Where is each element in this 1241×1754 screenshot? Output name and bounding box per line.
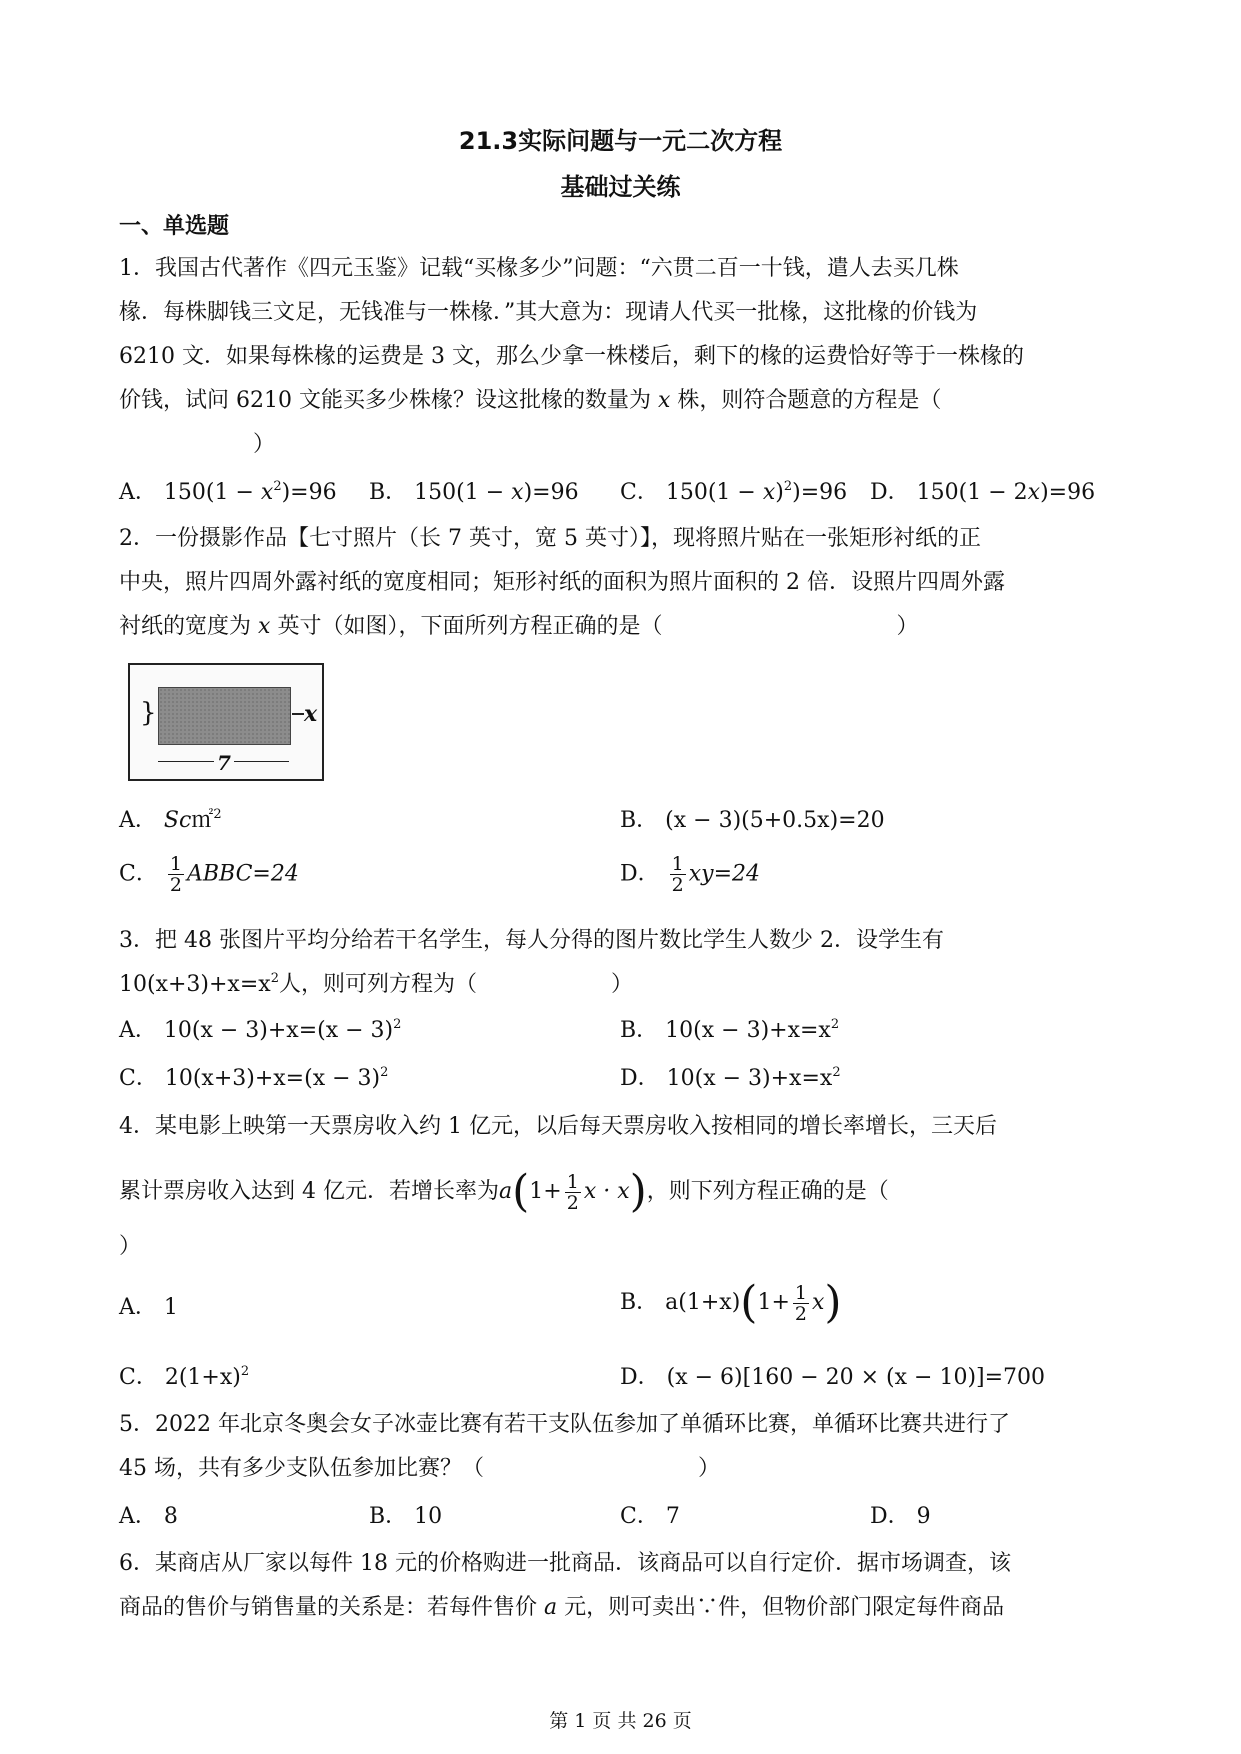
q3-line-2-text: 人，则可列方程为（ <box>278 972 477 997</box>
option-var: x <box>1027 480 1041 505</box>
option-expr: xy=24 <box>688 861 760 887</box>
q1-line-2: 椽．每株脚钱三文足，无钱准与一株椽．”其大意为：现请人代买一批椽，这批椽的价钱为 <box>119 300 978 325</box>
option-label: B． <box>369 480 408 505</box>
q1-line-1: 1．我国古代著作《四元玉鉴》记载“买椽多少”问题：“六贯二百一十钱，遣人去买几株 <box>119 256 959 281</box>
q4-variable-a: a <box>499 1179 513 1204</box>
page-footer: 第 1 页 共 26 页 <box>549 1710 692 1732</box>
option-expr-1: 1+ <box>757 1290 790 1315</box>
option-sup: 2 <box>273 479 282 494</box>
option-expr: a(1+x) <box>665 1290 741 1315</box>
fraction-denominator: 2 <box>794 1302 807 1325</box>
q2-variable: x <box>258 614 271 639</box>
option-label: C． <box>119 1066 158 1091</box>
option-sup: 2 <box>380 1065 389 1080</box>
option-expr: 2(1+x) <box>164 1365 241 1390</box>
option-expr: ABBC=24 <box>186 861 299 887</box>
q3-line-1: 3．把 48 张图片平均分给若干名学生，每人分得的图片数比学生人数少 2．设学生有 <box>119 928 944 953</box>
q1-option-c[interactable]: C． $150(1 - x)^2)=96$ <box>620 479 848 505</box>
q4-option-b[interactable] <box>620 1277 842 1328</box>
paren-open: ( <box>512 1166 530 1217</box>
photo-rectangle <box>158 687 291 745</box>
option-label: D． <box>620 861 660 887</box>
option-var: x <box>762 480 776 505</box>
q5-close-paren: ） <box>698 1456 721 1481</box>
option-label: D． <box>870 480 910 505</box>
fraction <box>670 854 686 895</box>
option-expr: 10(x − 3)+x=x <box>665 1018 831 1043</box>
option-unit: ㎡ <box>191 808 214 833</box>
option-label: B． <box>620 808 659 833</box>
q6-line-2-text-end: 元，则可卖出∵件，但物价部门限定每件商品 <box>564 1595 1005 1620</box>
option-expr-2: x <box>812 1290 825 1315</box>
q1-option-a[interactable] <box>119 478 337 508</box>
q3-equation: 10(x+3)+x=x <box>119 972 271 997</box>
option-label: C． <box>620 1504 659 1529</box>
option-label: A． <box>119 1295 157 1320</box>
option-label: C． <box>620 480 659 505</box>
q4-expr-2: x · x <box>583 1179 630 1204</box>
option-expr: 10(x − 3)+x=(x − 3) <box>163 1018 394 1043</box>
q6-line-1: 6．某商店从厂家以每件 18 元的价格购进一批商品．该商品可以自行定价．据市场调查，该 <box>119 1551 1011 1576</box>
document-title: 21.3实际问题与一元二次方程 <box>458 127 783 155</box>
fraction-numerator: 1 <box>671 853 684 875</box>
figure-label-7: 7 <box>214 751 234 775</box>
option-expr-end: )=96 <box>1040 480 1096 505</box>
q3-equation-sup: 2 <box>270 971 279 986</box>
photo-mat-figure <box>128 663 324 781</box>
option-label: A． <box>119 1504 157 1529</box>
fraction <box>565 1172 581 1213</box>
document-subtitle: 基础过关练 <box>560 173 681 201</box>
q2-option-c[interactable] <box>119 854 299 895</box>
q1-line-4 <box>119 386 941 416</box>
q1-line-4-text-end: 株，则符合题意的方程是（ <box>677 388 942 413</box>
option-expr: (x − 6)[160 − 20 × (x − 10)]=700 <box>666 1365 1046 1390</box>
q4-line-2 <box>119 1166 889 1217</box>
q4-option-c[interactable] <box>119 1363 249 1393</box>
q4-line-2-text-end: ，则下列方程正确的是（ <box>646 1179 889 1204</box>
q6-line-2-text: 商品的售价与销售量的关系是：若每件售价 <box>119 1595 538 1620</box>
q4-line-1: 4．某电影上映第一天票房收入约 1 亿元，以后每天票房收入按相同的增长率增长，三天后 <box>119 1114 997 1139</box>
q4-line-2-text: 累计票房收入达到 4 亿元．若增长率为 <box>119 1179 499 1204</box>
paren-close: ) <box>824 1277 842 1328</box>
option-expr: 150(1 − <box>163 480 261 505</box>
option-label: C． <box>119 861 158 887</box>
option-sup: 2 <box>393 1017 402 1032</box>
q2-option-a[interactable] <box>119 806 222 836</box>
q2-line-3-text-end: 英寸（如图），下面所列方程正确的是（ <box>277 614 663 639</box>
q3-close-paren: ） <box>610 972 633 997</box>
option-expr: 10 <box>414 1504 443 1529</box>
option-label: B． <box>620 1290 659 1315</box>
q6-line-2 <box>119 1593 1004 1623</box>
paren-close: ) <box>629 1166 647 1217</box>
q4-option-a[interactable] <box>119 1293 178 1323</box>
q1-line-3: 6210 文．如果每株椽的运费是 3 文，那么少拿一株楼后，剩下的椽的运费恰好等于一株椽的 <box>119 344 1024 369</box>
q2-line-3-text: 衬纸的宽度为 <box>119 614 252 639</box>
fraction-numerator: 1 <box>169 853 182 875</box>
option-expr: Sc <box>163 808 192 833</box>
option-sup: 2 <box>832 1065 841 1080</box>
q2-option-d[interactable] <box>620 854 760 895</box>
option-label: D． <box>870 1504 910 1529</box>
option-label: A． <box>119 1018 157 1043</box>
option-var: x <box>260 480 274 505</box>
q1-option-b[interactable] <box>369 478 579 508</box>
q3-option-c[interactable] <box>119 1064 388 1094</box>
q2-close-paren: ） <box>896 614 919 639</box>
fraction-numerator: 1 <box>794 1281 807 1304</box>
q1-line-4-text: 价钱，试问 6210 文能买多少株椽？设这批椽的数量为 <box>119 388 651 413</box>
q5-line-2 <box>119 1454 720 1484</box>
option-sup: 2 <box>240 1364 250 1379</box>
option-expr: 8 <box>163 1504 178 1529</box>
q3-option-b[interactable] <box>620 1016 839 1046</box>
paren-open: ( <box>740 1277 758 1328</box>
fraction-denominator: 2 <box>671 874 684 896</box>
option-label: B． <box>620 1018 659 1043</box>
option-expr: 1 <box>163 1295 178 1320</box>
q1-option-d[interactable] <box>870 478 1095 508</box>
option-expr-end: )=96 <box>281 480 337 505</box>
option-expr: 10(x − 3)+x=x <box>666 1066 833 1091</box>
q2-line-3 <box>119 612 918 642</box>
option-expr: 7 <box>665 1504 680 1529</box>
option-label: D． <box>620 1066 660 1091</box>
option-sup: 2 <box>213 807 222 822</box>
q2-line-2: 中央，照片四周外露衬纸的宽度相同；矩形衬纸的面积为照片面积的 2 倍．设照片四周外露 <box>119 570 1005 595</box>
q4-option-d[interactable] <box>620 1363 1045 1393</box>
figure-label-x: x <box>304 701 318 727</box>
q4-expr-1: 1+ <box>529 1179 562 1204</box>
option-expr-end: )=96 <box>792 480 848 505</box>
option-expr: 150(1 − 2 <box>916 480 1028 505</box>
fraction-denominator: 2 <box>169 874 182 896</box>
q5-option-b[interactable] <box>369 1502 442 1532</box>
q5-line-2-text: 45 场，共有多少支队伍参加比赛？（ <box>119 1456 484 1481</box>
option-label: D． <box>620 1365 660 1390</box>
section-heading: 一、单选题 <box>119 214 230 239</box>
option-expr: 150(1 − <box>414 480 512 505</box>
q2-line-1: 2．一份摄影作品【七寸照片（长 7 英寸，宽 5 英寸）】，现将照片贴在一张矩形衬纸的正 <box>119 526 981 551</box>
option-label: C． <box>119 1365 158 1390</box>
fraction-denominator: 2 <box>566 1191 579 1214</box>
option-label: A． <box>119 808 157 833</box>
dimension-tick <box>292 713 304 715</box>
q6-variable: a <box>544 1595 558 1620</box>
q1-variable: x <box>657 388 671 413</box>
fraction <box>168 854 184 895</box>
q5-option-c[interactable] <box>620 1502 680 1532</box>
brace-icon: } <box>140 698 157 728</box>
q3-line-2 <box>119 970 633 1000</box>
option-label: A． <box>119 480 157 505</box>
fraction <box>793 1283 809 1324</box>
option-sup: 2 <box>783 479 793 494</box>
option-expr: (x − 3)(5+0.5x)=20 <box>665 808 885 833</box>
q5-line-1: 5．2022 年北京冬奥会女子冰壶比赛有若干支队伍参加了单循环比赛，单循环比赛共进行了 <box>119 1412 1010 1437</box>
option-expr: 150(1 − <box>665 480 763 505</box>
option-expr: 10(x+3)+x=(x − 3) <box>164 1066 381 1091</box>
option-expr-end: )=96 <box>523 480 579 505</box>
q4-close-paren: ） <box>119 1234 142 1259</box>
fraction-numerator: 1 <box>566 1170 579 1193</box>
q2-option-b[interactable] <box>620 806 885 836</box>
option-var: x <box>511 480 524 505</box>
option-sup: 2 <box>830 1017 840 1032</box>
q3-option-a[interactable] <box>119 1016 401 1046</box>
q3-option-d[interactable] <box>620 1064 841 1094</box>
q5-option-a[interactable] <box>119 1502 178 1532</box>
option-expr: 9 <box>916 1504 931 1529</box>
q1-close-paren: ） <box>253 432 276 457</box>
q5-option-d[interactable] <box>870 1502 931 1532</box>
option-label: B． <box>369 1504 408 1529</box>
